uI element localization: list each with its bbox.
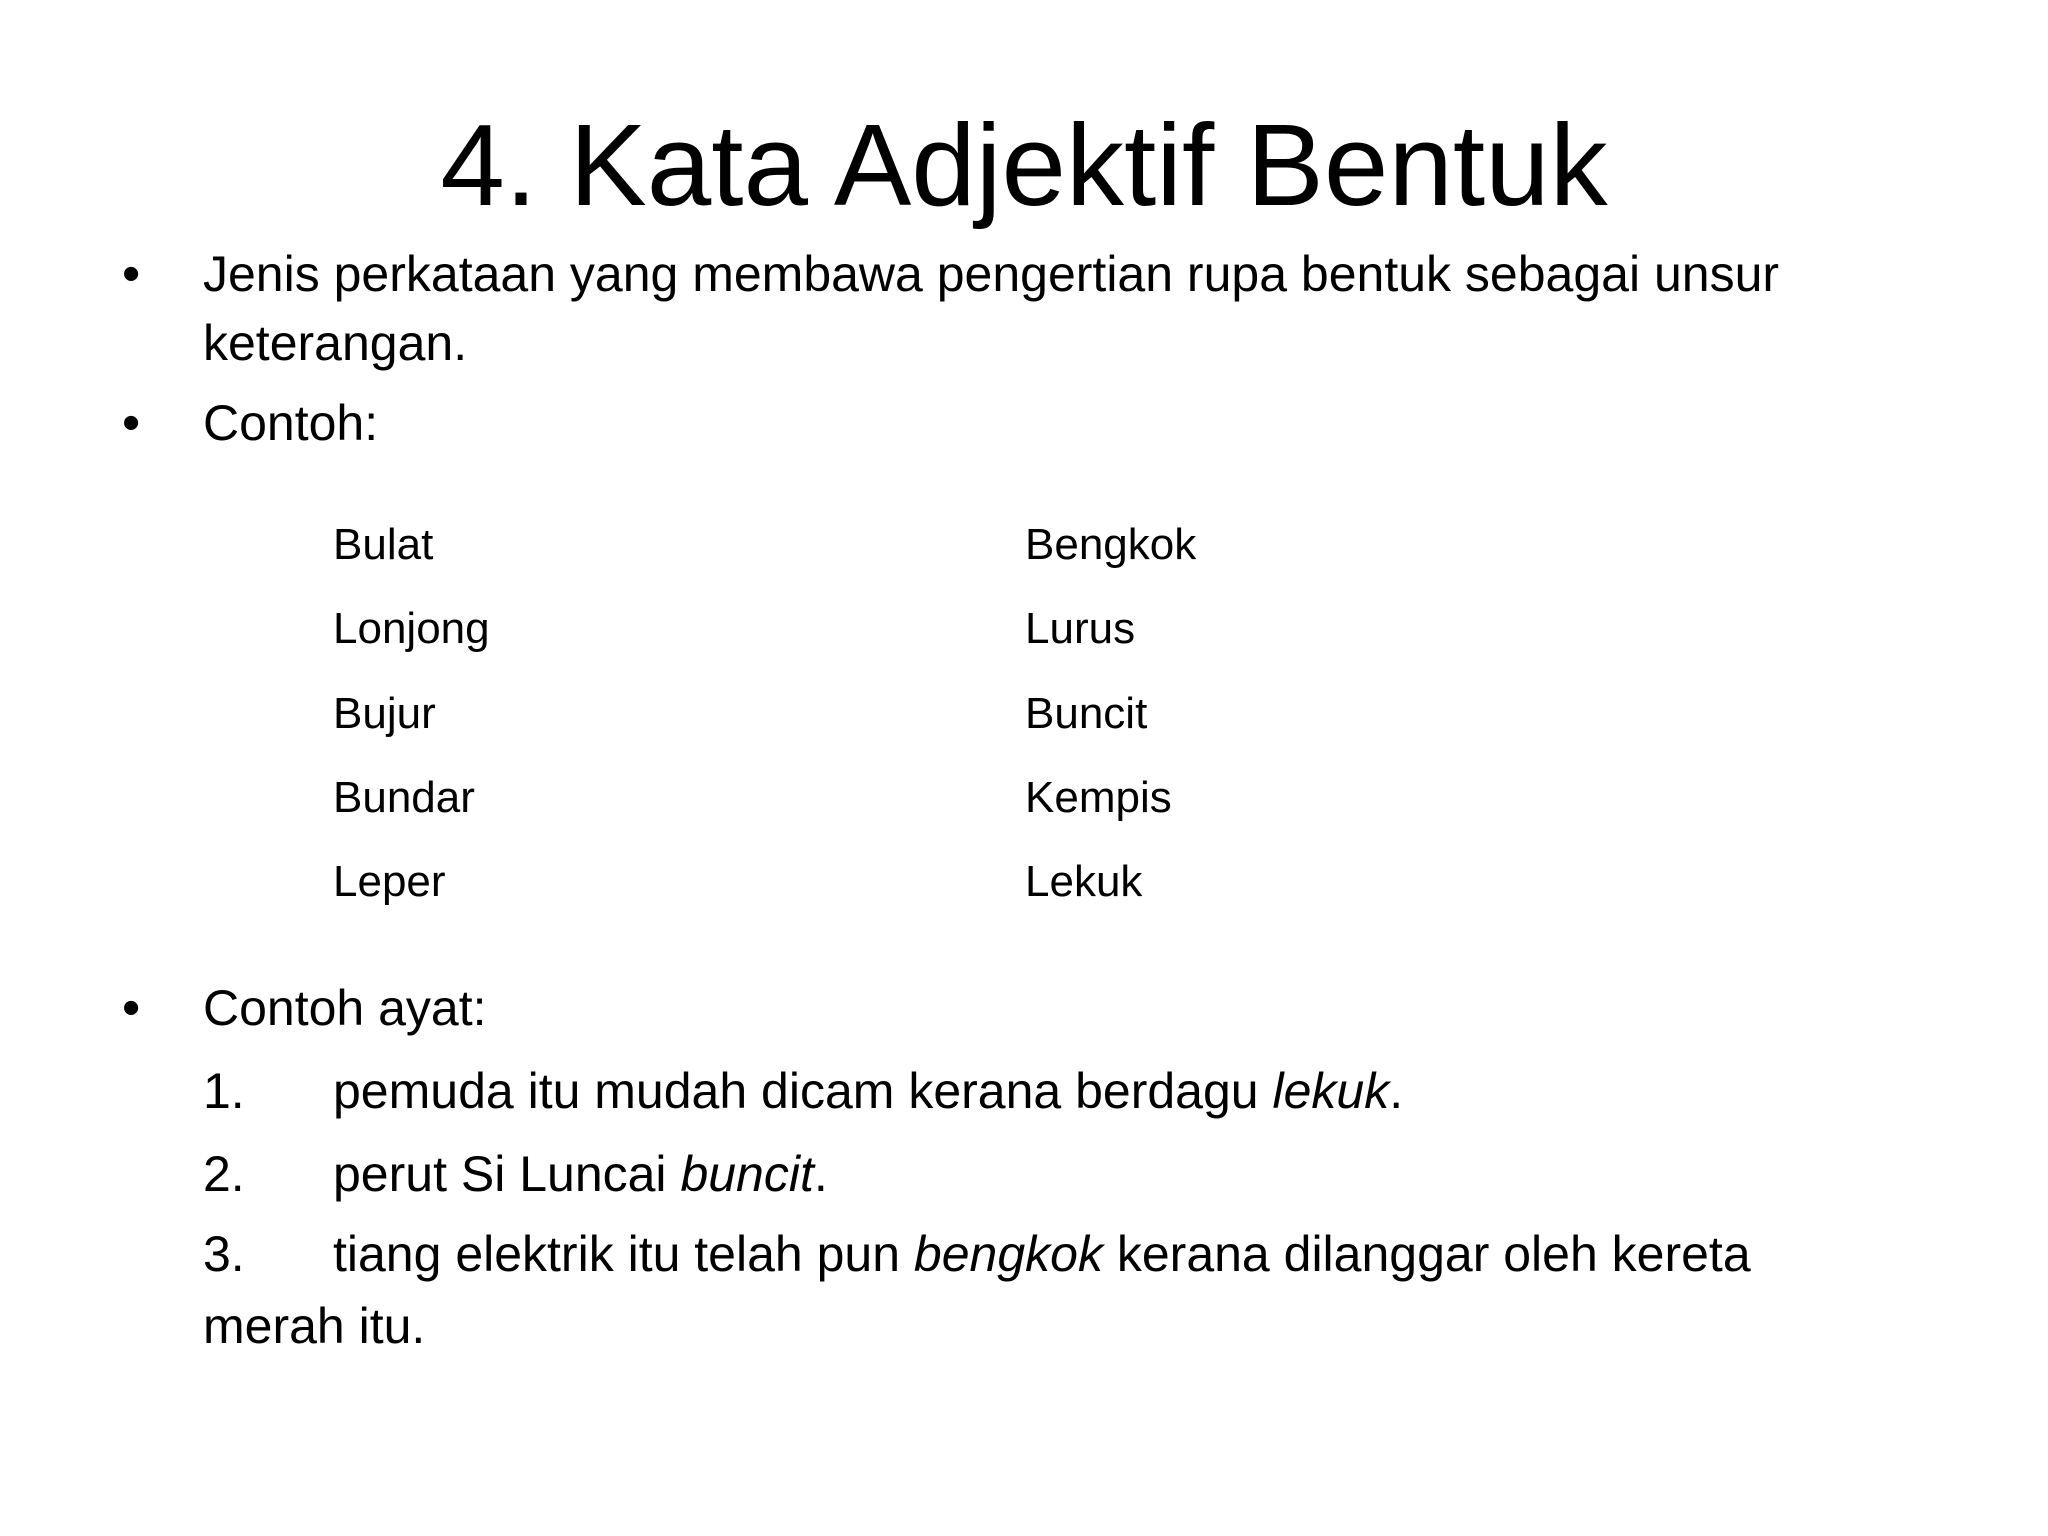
bullet-icon: • [122,979,141,1037]
word-item: Bujur [333,689,436,738]
word-item: Bengkok [1025,520,1197,569]
bullet-text-line2: keterangan. [203,315,468,371]
example-emphasis: bengkok [913,1226,1103,1282]
word-item: Buncit [1025,689,1148,738]
example-text: perut Si Luncai buncit. [333,1146,828,1202]
bullet-text: Contoh: [203,395,379,451]
word-item: Bulat [333,520,434,569]
word-item: Bundar [333,773,475,822]
word-item: Kempis [1025,773,1172,822]
example-number: 1. [203,1063,245,1119]
example-emphasis: lekuk [1272,1063,1390,1119]
example-number: 2. [203,1146,245,1202]
bullet-text-line1: Jenis perkataan yang membawa pengertian rupa bentuk sebagai unsur [203,246,1780,302]
bullet-text: Contoh ayat: [203,980,487,1036]
word-item: Lurus [1025,604,1136,653]
word-item: Leper [333,857,446,906]
bullet-icon: • [122,245,141,303]
example-emphasis: buncit [680,1146,814,1202]
example-continuation: merah itu. [203,1298,426,1354]
bullet-icon: • [122,394,141,452]
example-text: pemuda itu mudah dicam kerana berdagu lekuk. [333,1063,1404,1119]
word-item: Lekuk [1025,857,1143,906]
slide-title: 4. Kata Adjektif Bentuk [440,100,1608,230]
example-number: 3. [203,1226,245,1282]
word-item: Lonjong [333,604,490,653]
example-text: tiang elektrik itu telah pun bengkok kerana dilanggar oleh kereta [333,1226,1751,1282]
